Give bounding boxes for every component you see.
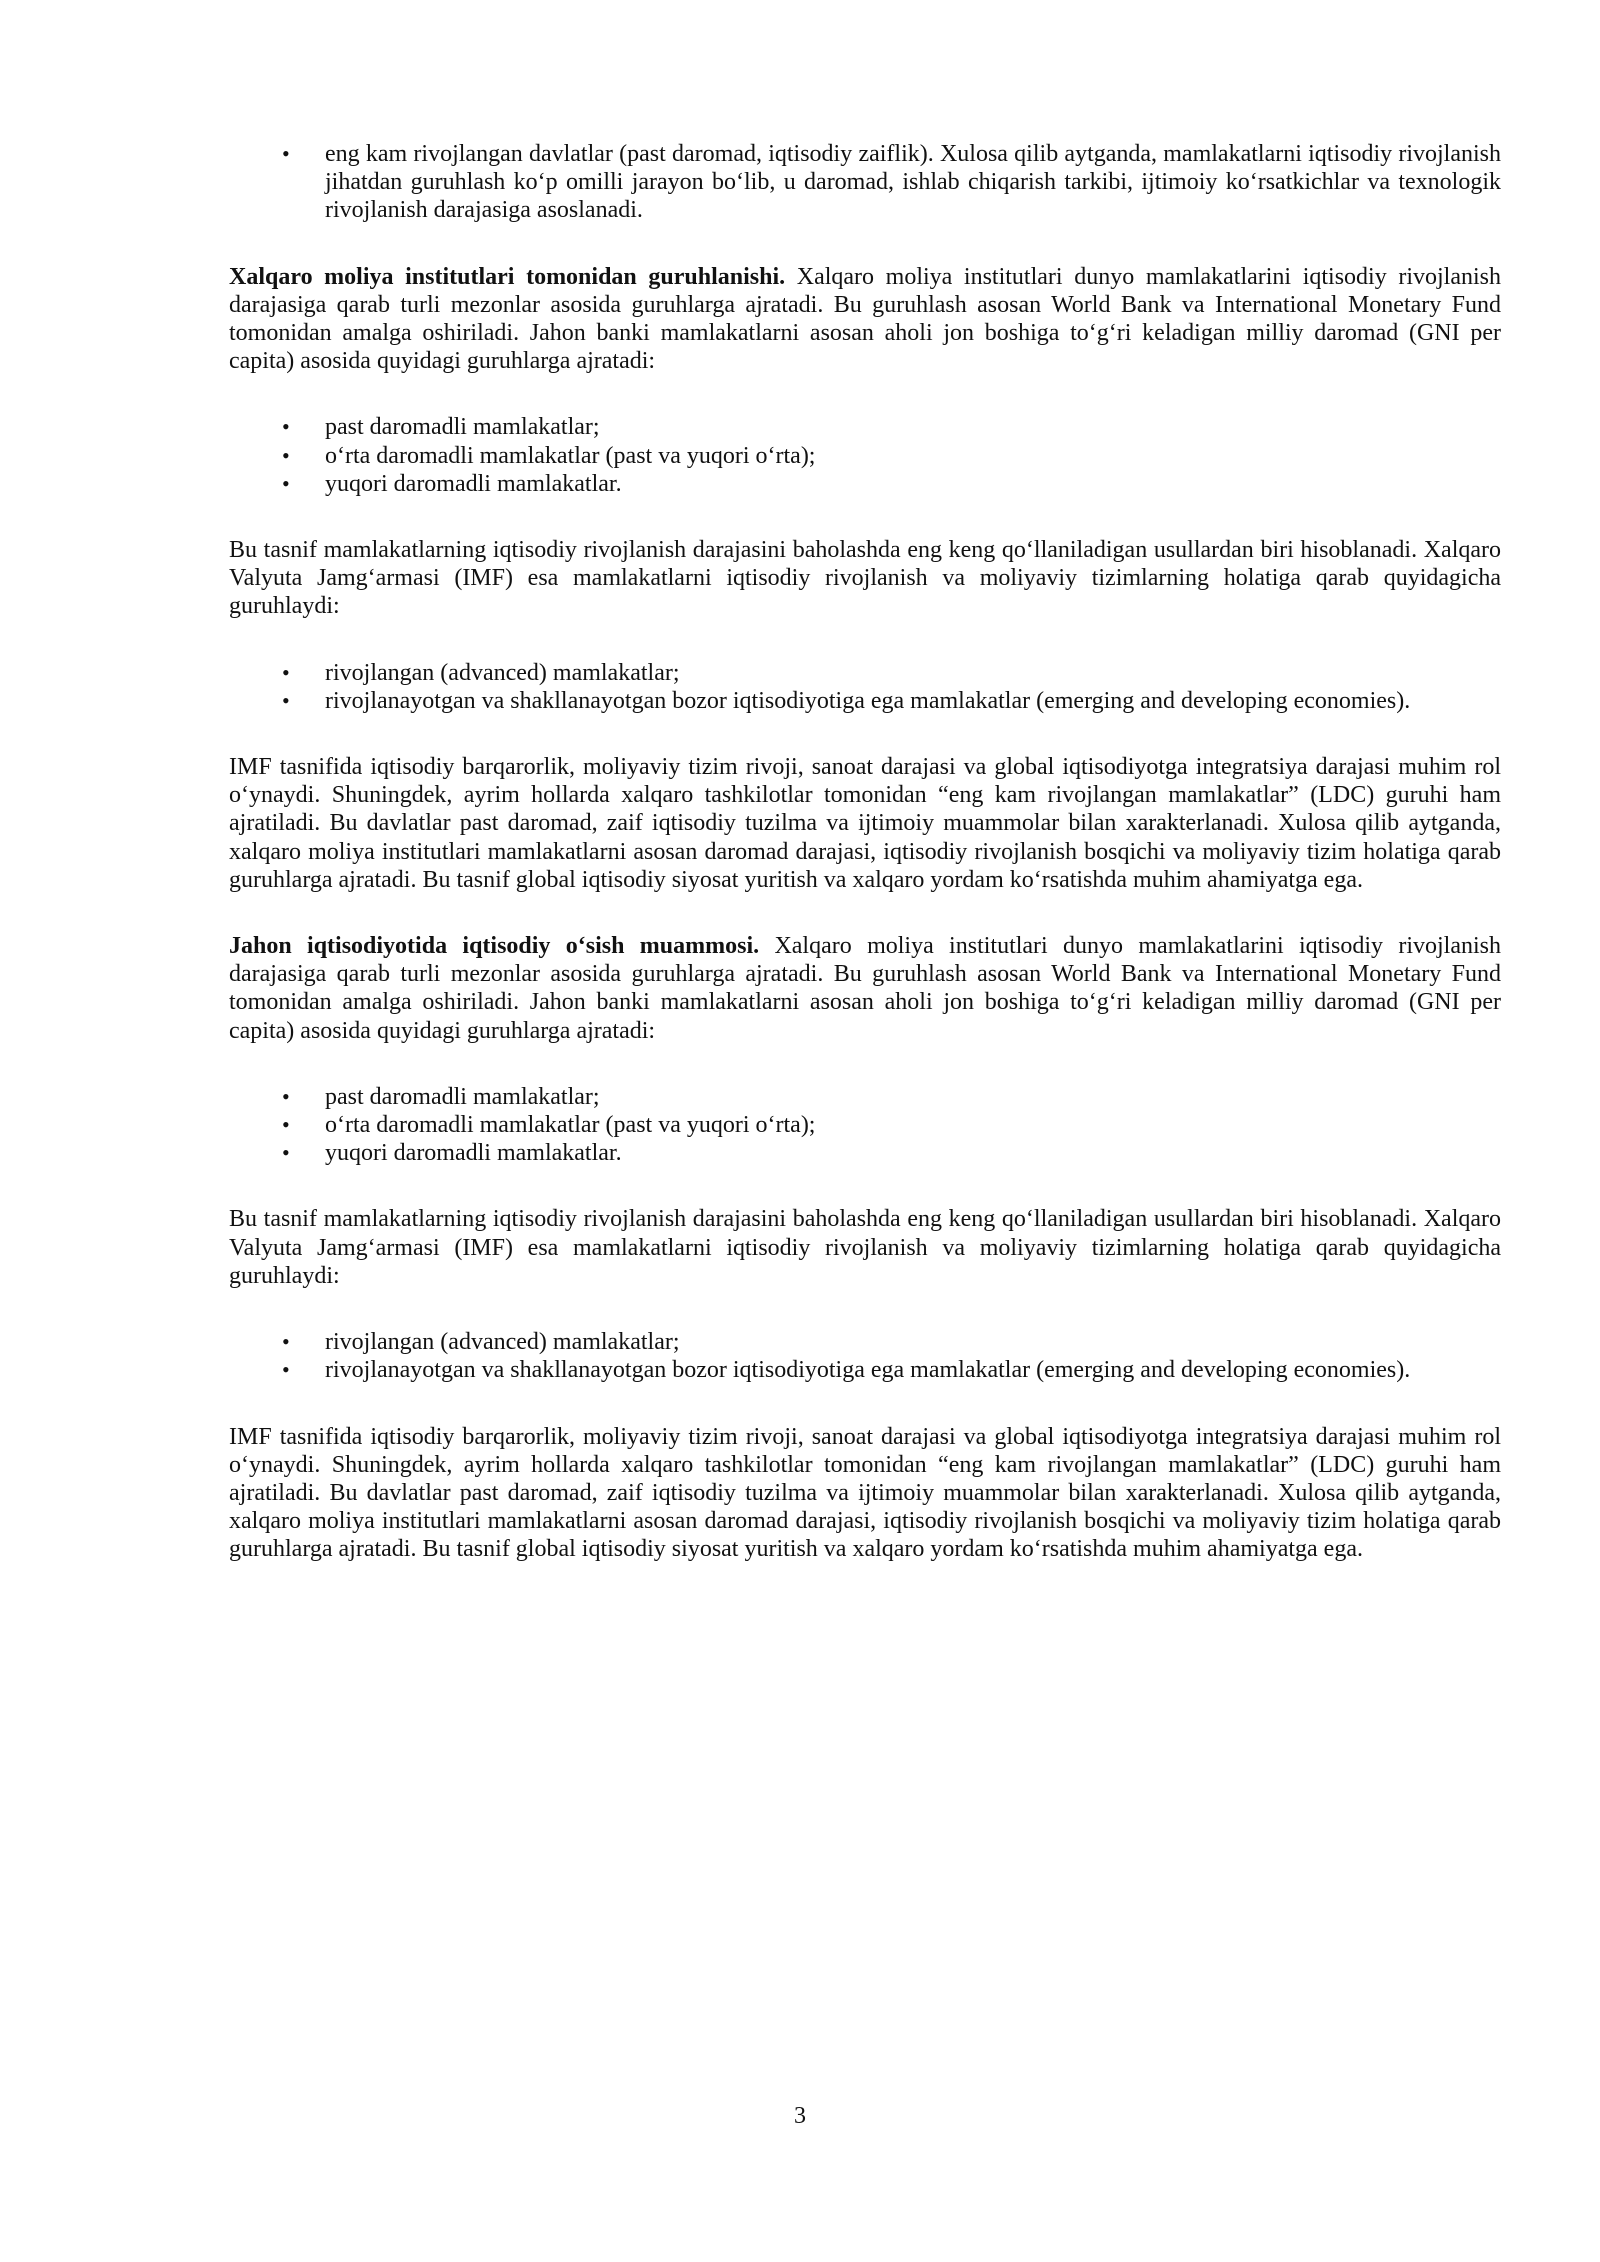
paragraph: Bu tasnif mamlakatlarning iqtisodiy rivojlanish darajasini baholashda eng keng qo‘llaniladigan usullardan biri hisoblanadi. Xalqaro Valyuta Jamg‘armasi (IMF) esa mamlakatlarni iqtisodiy rivojlanish va moliyaviy tizimlarning holatiga qarab quyidagicha guruhlaydi:: [229, 537, 1501, 620]
imf-groups-list: [229, 659, 1501, 715]
list-item-text: rivojlangan (advanced) mamlakatlar;: [325, 659, 680, 686]
paragraph-text: Xalqaro moliya institutlari dunyo mamlakatlarini iqtisodiy rivojlanish darajasiga qarab turli mezonlar asosida guruhlarga ajratadi. Bu guruhlash asosan World Bank va International Monetary Fund tomonidan amalga oshiriladi. Jahon banki mamlakatlarni asosan aholi jon boshiga to‘g‘ri keladigan milliy daromad (GNI per capita) asosida quyidagi guruhlarga ajratadi:: [229, 263, 1501, 375]
paragraph-text: Xalqaro moliya institutlari dunyo mamlakatlarini iqtisodiy rivojlanish darajasiga qarab turli mezonlar asosida guruhlarga ajratadi. Bu guruhlash asosan World Bank va International Monetary Fund tomonidan amalga oshiriladi. Jahon banki mamlakatlarni asosan aholi jon boshiga to‘g‘ri keladigan milliy daromad (GNI per capita) asosida quyidagi guruhlarga ajratadi:: [229, 933, 1501, 1044]
paragraph: IMF tasnifida iqtisodiy barqarorlik, moliyaviy tizim rivoji, sanoat darajasi va global iqtisodiyotga integratsiya darajasi muhim rol o‘ynaydi. Shuningdek, ayrim hollarda xalqaro tashkilotlar tomonidan “eng kam rivojlangan mamlakatlar” (LDC) guruhi ham ajratiladi. Bu davlatlar past daromad, zaif iqtisodiy tuzilma va ijtimoiy muammolar bilan xarakterlanadi. Xulosa qilib aytganda, xalqaro moliya institutlari mamlakatlarni asosan daromad darajasi, iqtisodiy rivojlanish bosqichi va moliyaviy tizim holatiga qarab guruhlarga ajratadi. Bu tasnif global iqtisodiy siyosat yuritish va xalqaro yordam ko‘rsatishda muhim ahamiyatga ega.: [229, 754, 1501, 893]
list-item: [229, 442, 1501, 470]
list-item: [229, 413, 1501, 441]
paragraph: Bu tasnif mamlakatlarning iqtisodiy rivojlanish darajasini baholashda eng keng qo‘llaniladigan usullardan biri hisoblanadi. Xalqaro Valyuta Jamg‘armasi (IMF) esa mamlakatlarni iqtisodiy rivojlanish va moliyaviy tizimlarning holatiga qarab quyidagicha guruhlaydi:: [229, 1206, 1501, 1289]
page-number: 3: [794, 2103, 806, 2129]
list-item-text: past daromadli mamlakatlar;: [325, 1083, 600, 1110]
section-heading: Jahon iqtisodiyotida iqtisodiy o‘sish muammosi.: [229, 933, 760, 960]
bullet-icon: •: [282, 141, 290, 166]
list-item-text: o‘rta daromadli mamlakatlar (past va yuqori o‘rta);: [325, 442, 816, 469]
bullet-icon: •: [282, 659, 290, 685]
bullet-icon: •: [282, 1083, 290, 1109]
list-item-text: past daromadli mamlakatlar;: [325, 414, 600, 441]
income-groups-list: [229, 413, 1501, 498]
bullet-icon: •: [282, 1357, 290, 1383]
list-item-text: o‘rta daromadli mamlakatlar (past va yuqori o‘rta);: [325, 1112, 816, 1139]
list-item: [229, 1356, 1501, 1384]
list-item: [229, 687, 1501, 715]
list-item-text: yuqori daromadli mamlakatlar.: [325, 1140, 622, 1167]
list-item-text: rivojlanayotgan va shakllanayotgan bozor iqtisodiyotiga ega mamlakatlar (emerging and developing economies).: [325, 687, 1411, 714]
document-page: [229, 140, 1501, 1564]
list-item: [229, 470, 1501, 498]
list-item: [229, 1083, 1501, 1111]
section-paragraph: [229, 932, 1501, 1045]
imf-groups-list: [229, 1328, 1501, 1384]
list-item-text: rivojlangan (advanced) mamlakatlar;: [325, 1329, 680, 1356]
bullet-icon: •: [282, 1140, 290, 1166]
bullet-icon: •: [282, 414, 290, 440]
list-item: [229, 1328, 1501, 1356]
paragraph: IMF tasnifida iqtisodiy barqarorlik, moliyaviy tizim rivoji, sanoat darajasi va global iqtisodiyotga integratsiya darajasi muhim rol o‘ynaydi. Shuningdek, ayrim hollarda xalqaro tashkilotlar tomonidan “eng kam rivojlangan mamlakatlar” (LDC) guruhi ham ajratiladi. Bu davlatlar past daromad, zaif iqtisodiy tuzilma va ijtimoiy muammolar bilan xarakterlanadi. Xulosa qilib aytganda, xalqaro moliya institutlari mamlakatlarni asosan daromad darajasi, iqtisodiy rivojlanish bosqichi va moliyaviy tizim holatiga qarab guruhlarga ajratadi. Bu tasnif global iqtisodiy siyosat yuritish va xalqaro yordam ko‘rsatishda muhim ahamiyatga ega.: [229, 1423, 1501, 1563]
section-paragraph: [229, 263, 1501, 376]
section-heading: Xalqaro moliya institutlari tomonidan guruhlanishi.: [229, 263, 786, 290]
list-item: [229, 1139, 1501, 1167]
bullet-icon: •: [282, 470, 290, 496]
bullet-icon: •: [282, 687, 290, 713]
list-item-text: eng kam rivojlangan davlatlar (past daromad, iqtisodiy zaiflik). Xulosa qilib aytganda, mamlakatlarni iqtisodiy rivojlanish jihatdan guruhlash ko‘p omilli jarayon bo‘lib, u daromad, ishlab chiqarish tarkibi, ijtimoiy ko‘rsatkichlar va texnologik rivojlanish darajasiga asoslanadi.: [325, 141, 1501, 224]
list-item: [229, 1111, 1501, 1139]
bullet-icon: •: [282, 442, 290, 468]
bullet-icon: •: [282, 1329, 290, 1355]
list-item-text: rivojlanayotgan va shakllanayotgan bozor iqtisodiyotiga ega mamlakatlar (emerging and developing economies).: [325, 1357, 1411, 1384]
list-item: [229, 659, 1501, 687]
list-item: [229, 140, 1501, 225]
bullet-icon: •: [282, 1112, 290, 1138]
top-bullet-list: [229, 140, 1501, 225]
income-groups-list: [229, 1083, 1501, 1168]
list-item-text: yuqori daromadli mamlakatlar.: [325, 470, 622, 497]
